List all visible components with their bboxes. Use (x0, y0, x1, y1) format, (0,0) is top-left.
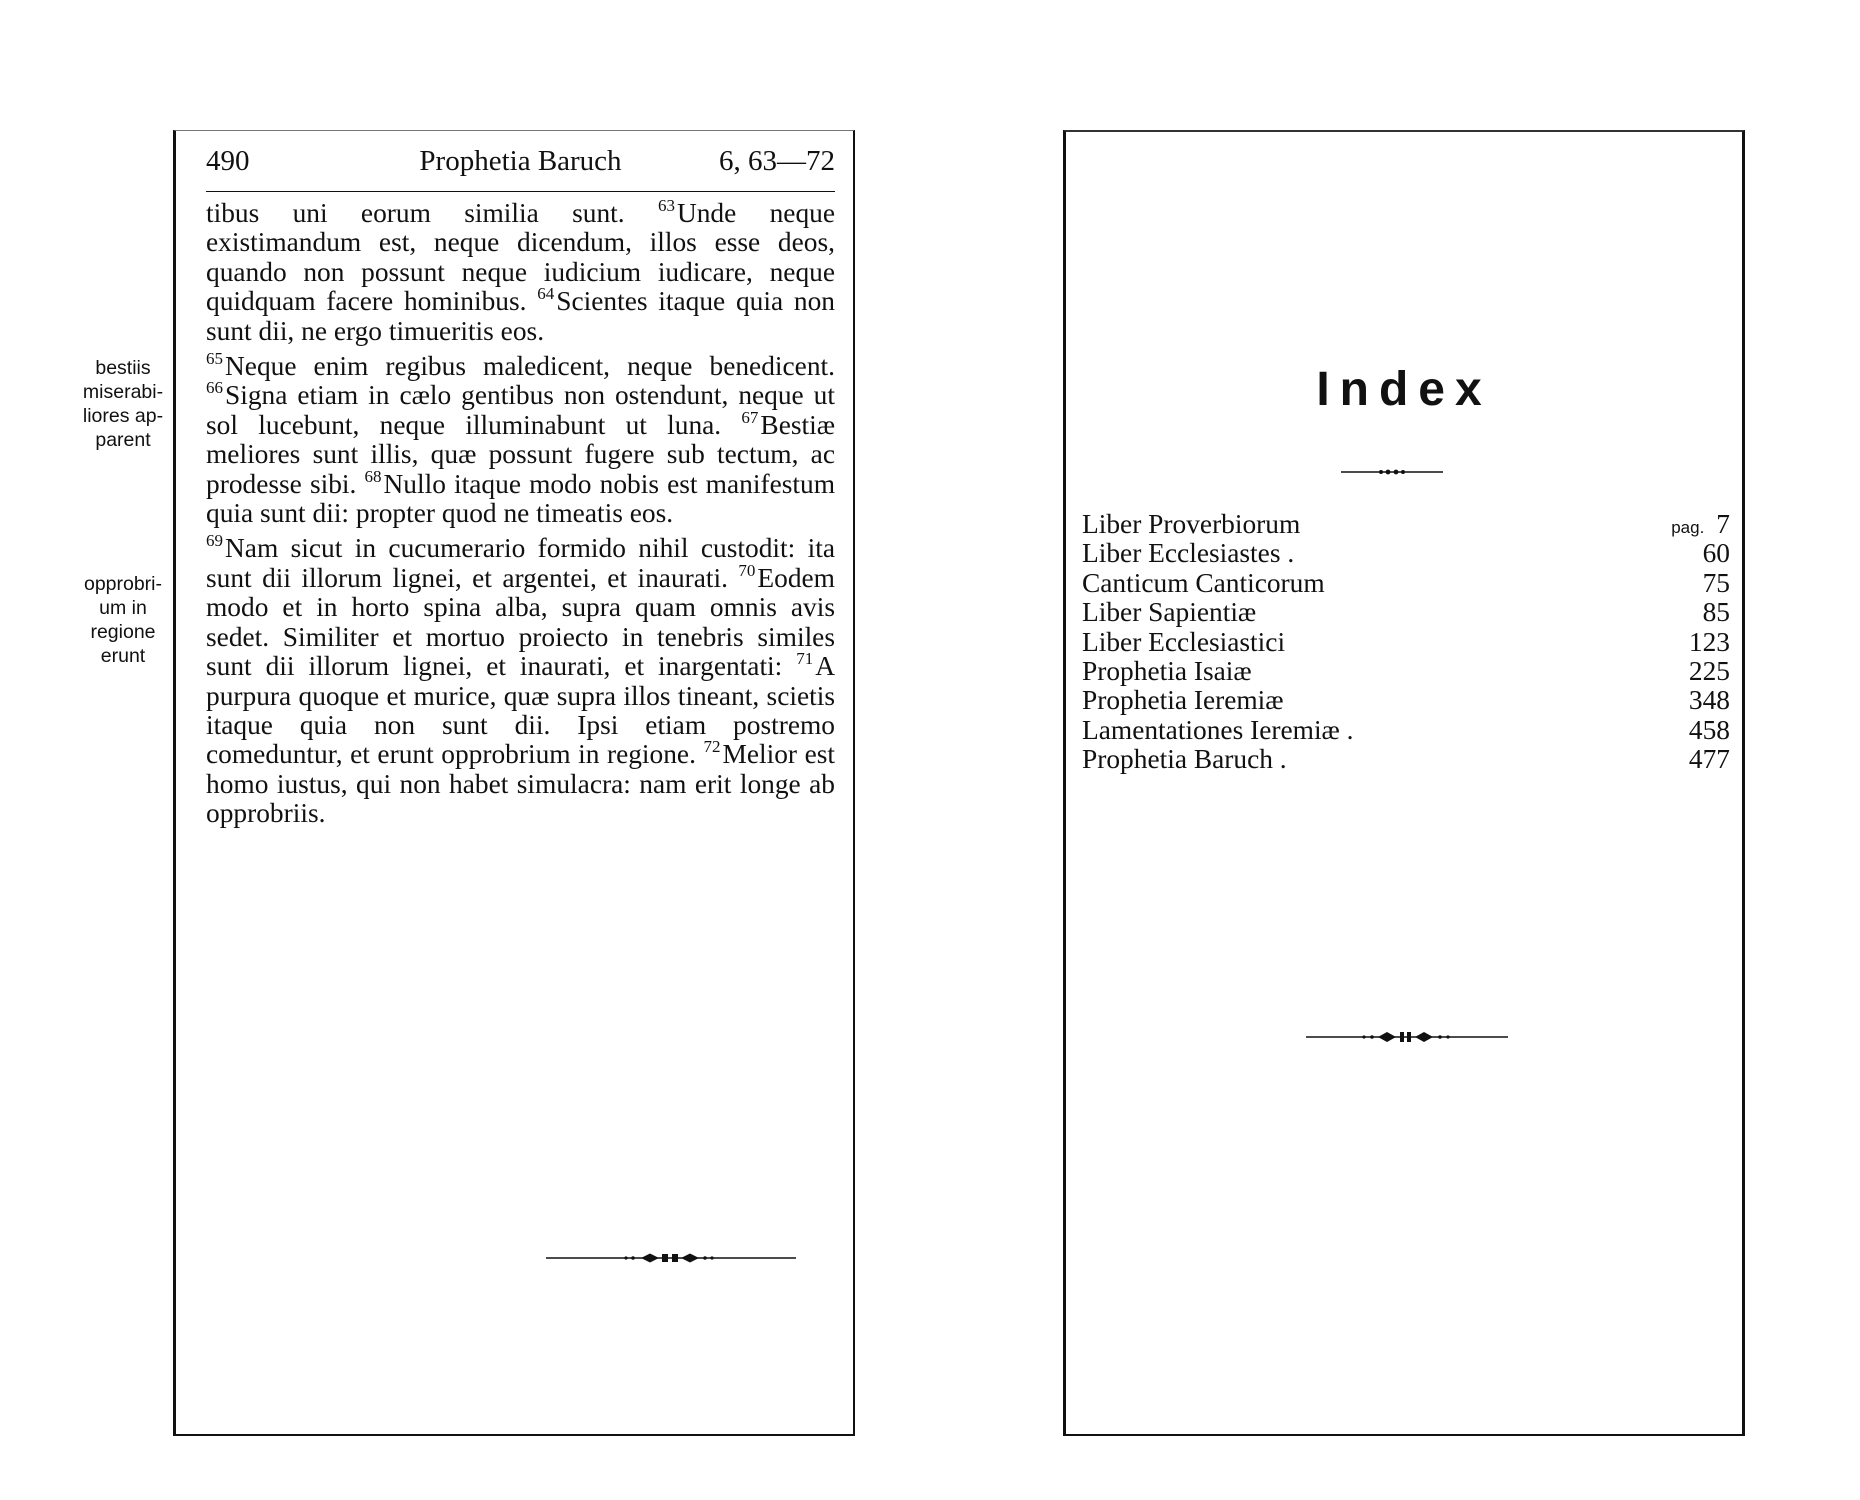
verse-text: Nam sicut in cucumerario formido nihil custodit: ita sunt dii illorum lignei, et argentei, et inaurati. (206, 533, 835, 593)
index-list (1082, 510, 1730, 775)
verse-text: Melior est homo iustus, qui non habet simulacra: nam erit longe ab opprobriis. (206, 739, 835, 829)
index-entry-title: Canticum Canticorum (1082, 567, 1325, 598)
index-entry-title: Prophetia Isaiæ (1082, 655, 1252, 686)
running-title: Prophetia Baruch (419, 145, 622, 177)
verse-text: tibus uni eorum similia sunt. (206, 198, 658, 228)
index-entry-title: Liber Ecclesiastes . (1082, 538, 1295, 569)
margin-note-line: liores ap- (82, 405, 164, 427)
index-entry-title: Prophetia Baruch . (1082, 744, 1287, 775)
margin-note-line: miserabi- (82, 381, 164, 403)
index-entry-page (1689, 628, 1730, 657)
index-entry (1082, 628, 1730, 657)
verse-number: 71 (796, 648, 814, 668)
index-page-number: 348 (1688, 685, 1730, 716)
verse-text: Signa etiam in cælo gentibus non ostendunt, neque ut sol lucebunt, neque illuminabunt ut luna. (206, 380, 835, 440)
margin-note (58, 572, 188, 668)
verse-text: Scientes itaque quia non sunt dii, ne ergo timueritis eos. (206, 286, 835, 346)
index-entry-page (1689, 686, 1730, 715)
index-entry (1082, 745, 1730, 774)
index-page-number: 123 (1688, 626, 1730, 657)
verse-number: 70 (738, 560, 756, 580)
index-entry-page (1689, 716, 1730, 745)
index-page-number: 75 (1702, 567, 1730, 598)
index-entry (1082, 657, 1730, 686)
header-rule (206, 191, 835, 192)
index-entry (1082, 716, 1730, 745)
verse-number: 69 (206, 531, 223, 551)
index-entry-page (1703, 598, 1730, 627)
tailpiece-ornament-icon (546, 1251, 796, 1265)
index-entry-title: Prophetia Ieremiæ (1082, 685, 1284, 716)
verse-number: 68 (364, 466, 382, 486)
index-entry (1082, 510, 1730, 539)
index-entry-title: Liber Proverbiorum (1082, 509, 1301, 539)
verse-number: 63 (657, 195, 675, 215)
index-page-number: 225 (1688, 655, 1730, 686)
margin-note-line: regione (90, 621, 156, 643)
index-entry (1082, 686, 1730, 715)
right-page (1063, 130, 1745, 1436)
chapter-reference: 6, 63—72 (719, 145, 835, 177)
verse-text: Eodem modo et in horto spina alba, supra quam omnis avis sedet. Similiter et mortuo proiecto in tenebris similes sunt dii illorum lignei, et inaurati, et inargentati: (206, 562, 835, 682)
index-page-number: 458 (1688, 714, 1730, 745)
index-entry-page (1703, 539, 1730, 568)
verse-number: 67 (741, 407, 759, 427)
verse-number: 65 (206, 348, 223, 368)
body-text (206, 195, 835, 829)
margin-note (58, 356, 188, 452)
index-entry-page (1689, 745, 1730, 774)
verse-text: Neque enim regibus maledicent, neque benedicent. (225, 351, 835, 382)
paragraph (206, 195, 835, 346)
running-head (206, 137, 835, 185)
index-page-number: 477 (1688, 744, 1730, 775)
margin-note-line: erunt (100, 645, 146, 667)
index-tailpiece-ornament-icon (1306, 1029, 1508, 1045)
verse-number: 72 (703, 737, 721, 757)
index-page-number: 60 (1702, 538, 1730, 569)
index-entry-page (1703, 569, 1730, 598)
page-number: 490 (206, 145, 250, 177)
index-ornament-icon (1341, 467, 1443, 477)
index-page-number: 85 (1702, 597, 1730, 628)
margin-note-line: parent (95, 429, 151, 451)
verse-text: A purpura quoque et murice, quæ supra illos tineant, scietis itaque quia non sunt dii. Ipsi etiam postremo comeduntur, et erunt opprobrium in regione. (206, 651, 835, 770)
verse-text: Bestiæ meliores sunt illis, quæ possunt fugere sub tectum, ac prodesse sibi. (206, 409, 835, 499)
index-entry-title: Liber Sapientiæ (1082, 597, 1257, 628)
index-entry (1082, 598, 1730, 627)
index-entry (1082, 539, 1730, 568)
index-entry-title: Lamentationes Ieremiæ . (1082, 714, 1354, 745)
margin-note-line: opprobri- (83, 573, 163, 595)
verse-text: Unde neque existimandum est, neque dicendum, illos esse deos, quando non possunt neque iudicium iudicare, neque quidquam facere hominibus. (206, 198, 835, 317)
margin-note-line: bestiis (95, 357, 151, 379)
index-entry (1082, 569, 1730, 598)
paragraph (206, 531, 835, 829)
paragraph (206, 348, 835, 529)
index-entry-title: Liber Ecclesiastici (1082, 626, 1286, 657)
margin-note-line: um in (99, 597, 147, 619)
left-page (173, 130, 855, 1436)
pag-label: pag. (1671, 518, 1705, 537)
index-heading: Index (1316, 363, 1492, 416)
verse-text: Nullo itaque modo nobis est manifestum quia sunt dii: propter quod ne timeatis eos. (206, 468, 835, 529)
index-page-number: 7 (1716, 509, 1730, 539)
verse-number: 66 (206, 378, 223, 398)
verse-number: 64 (537, 284, 555, 304)
index-entry-page (1689, 657, 1730, 686)
